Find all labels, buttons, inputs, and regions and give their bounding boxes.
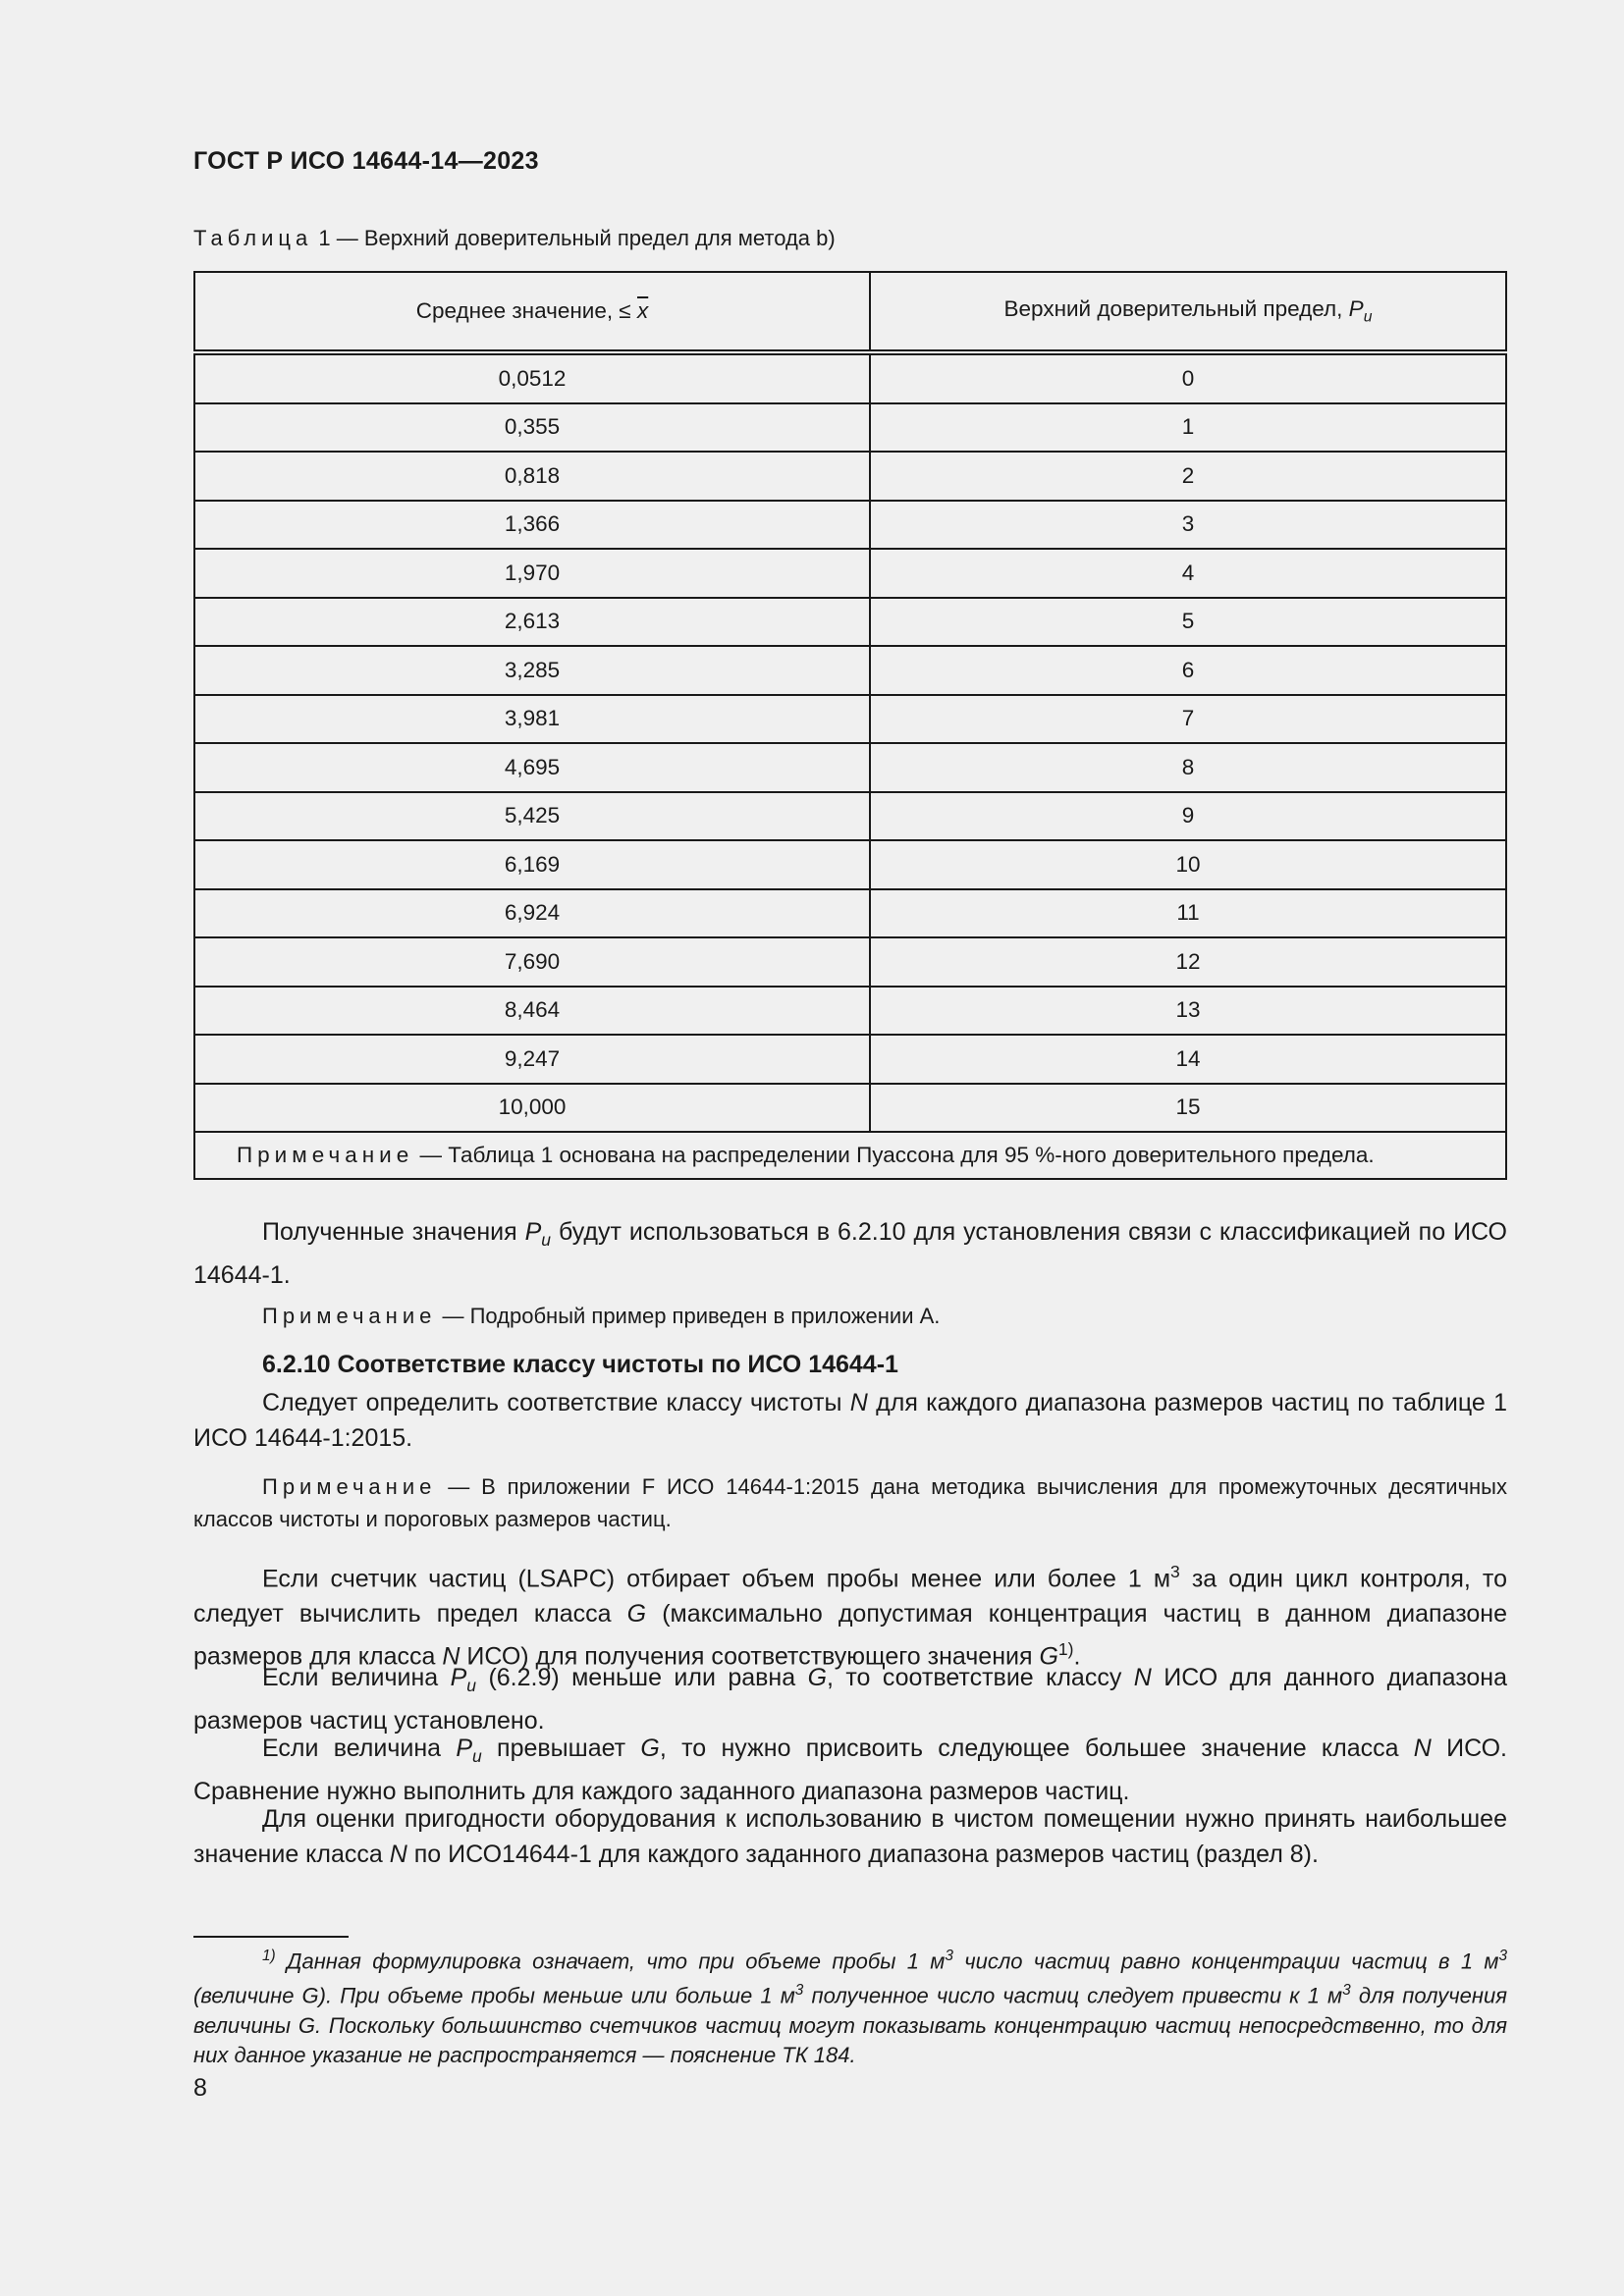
mean-value-cell: 2,613 bbox=[194, 598, 870, 647]
upper-limit-cell: 9 bbox=[870, 792, 1506, 841]
mean-value-cell: 8,464 bbox=[194, 987, 870, 1036]
note-text: — Подробный пример приведен в приложении А. bbox=[436, 1304, 941, 1328]
upper-limit-cell: 2 bbox=[870, 452, 1506, 501]
table-row bbox=[194, 792, 1506, 841]
table-row bbox=[194, 987, 1506, 1036]
table-row bbox=[194, 889, 1506, 938]
mean-value-cell: 3,981 bbox=[194, 695, 870, 744]
x-bar-symbol: $\overline{x}$ bbox=[636, 298, 649, 323]
mean-value-cell: 1,970 bbox=[194, 549, 870, 598]
text-span: Данная формулировка означает, что при объеме пробы 1 м bbox=[275, 1949, 946, 1974]
upper-limit-cell: 11 bbox=[870, 889, 1506, 938]
text-span: ИСО. Сравнение нужно выполнить для каждого заданного диапазона размеров частиц. bbox=[193, 1735, 1507, 1805]
upper-limit-cell: 5 bbox=[870, 598, 1506, 647]
note-example bbox=[193, 1300, 1507, 1332]
table-row bbox=[194, 501, 1506, 550]
g-symbol: G bbox=[807, 1664, 828, 1691]
paragraph-class-determination bbox=[193, 1385, 1507, 1456]
table-row bbox=[194, 352, 1506, 403]
upper-limit-cell: 6 bbox=[870, 646, 1506, 695]
upper-limit-cell: 1 bbox=[870, 403, 1506, 453]
note-label: Примечание bbox=[262, 1304, 437, 1328]
text-span: ИСО для данного диапазона размеров частиц установлено. bbox=[193, 1664, 1507, 1735]
upper-limit-cell: 10 bbox=[870, 840, 1506, 889]
text-span: (величине G). При объеме пробы меньше или больше 1 м bbox=[193, 1983, 795, 2008]
table-row bbox=[194, 937, 1506, 987]
table-row bbox=[194, 695, 1506, 744]
upper-limit-cell: 15 bbox=[870, 1084, 1506, 1133]
text-span: превышает bbox=[481, 1735, 641, 1762]
superscript: 3 bbox=[1498, 1948, 1507, 1964]
n-symbol: N bbox=[1133, 1664, 1152, 1691]
text-span: Если счетчик частиц (LSAPC) отбирает объем пробы менее или более 1 м bbox=[262, 1565, 1171, 1593]
table-row bbox=[194, 1035, 1506, 1084]
footnote bbox=[193, 1942, 1507, 2070]
pu-symbol: P bbox=[524, 1218, 542, 1246]
table-row bbox=[194, 598, 1506, 647]
g-symbol: G bbox=[626, 1600, 647, 1629]
table-note bbox=[194, 1132, 1506, 1179]
text-span: (максимально допустимая концентрация частиц в данном диапазоне размеров для класса bbox=[193, 1600, 1508, 1671]
table-caption bbox=[193, 226, 836, 251]
n-symbol: N bbox=[442, 1642, 460, 1671]
text-span: Если величина bbox=[262, 1735, 457, 1762]
footnote-divider bbox=[193, 1936, 349, 1938]
mean-value-cell: 7,690 bbox=[194, 937, 870, 987]
pu-subscript: u bbox=[541, 1230, 552, 1250]
text-span: , то соответствие классу bbox=[827, 1664, 1134, 1691]
col-header-mean-label: Среднее значение, ≤ bbox=[415, 298, 631, 323]
text-span: (6.2.9) меньше или равна bbox=[476, 1664, 808, 1691]
col-header-upper-limit bbox=[870, 272, 1506, 352]
footnote-mark: 1) bbox=[262, 1948, 276, 1964]
table-row bbox=[194, 452, 1506, 501]
text-span: полученное число частиц следует привести к 1 м bbox=[803, 1983, 1343, 2008]
mean-value-cell: 0,0512 bbox=[194, 352, 870, 403]
text-span: число частиц равно концентрации частиц в 1 м bbox=[952, 1949, 1499, 1974]
text-span: , то нужно присвоить следующее большее значение класса bbox=[659, 1735, 1414, 1762]
table-row bbox=[194, 1084, 1506, 1133]
table-note-label: Примечание bbox=[237, 1143, 414, 1167]
table-body bbox=[194, 352, 1506, 1132]
text-span: для получения величины G. Поскольку большинство счетчиков частиц могут показывать концентрацию частиц непосредственно, то для них данное указание не распространяется — пояснение ТК 184. bbox=[193, 1983, 1508, 2067]
pu-symbol: P bbox=[1348, 295, 1364, 321]
col-header-mean bbox=[194, 272, 870, 352]
mean-value-cell: 0,355 bbox=[194, 403, 870, 453]
paragraph-lsapc bbox=[193, 1554, 1507, 1675]
table-note-row bbox=[194, 1132, 1506, 1179]
upper-limit-cell: 14 bbox=[870, 1035, 1506, 1084]
g-symbol: G bbox=[1039, 1642, 1058, 1671]
table-row bbox=[194, 840, 1506, 889]
page-number: 8 bbox=[193, 2074, 207, 2102]
section-title: 6.2.10 Соответствие классу чистоты по ИСО 14644-1 bbox=[262, 1351, 898, 1378]
text-span: . bbox=[1073, 1642, 1081, 1671]
pu-subscript: u bbox=[1363, 308, 1373, 326]
pu-subscript: u bbox=[472, 1746, 482, 1766]
text-span: Следует определить соответствие классу чистоты bbox=[262, 1389, 850, 1416]
text-span: Полученные значения bbox=[262, 1218, 525, 1246]
col-header-upper-limit-label: Верхний доверительный предел, bbox=[1003, 295, 1343, 321]
text-span: будут использоваться в 6.2.10 для установления связи с классификацией по ИСО 14644-1. bbox=[193, 1218, 1507, 1289]
superscript: 3 bbox=[1170, 1562, 1180, 1581]
text-span: Для оценки пригодности оборудования к использованию в чистом помещении нужно принять наибольшее значение класса bbox=[193, 1805, 1507, 1868]
table-header-row bbox=[194, 272, 1506, 352]
footnote-ref: 1) bbox=[1057, 1639, 1074, 1660]
text-span: ИСО) для получения соответствующего значения bbox=[460, 1642, 1040, 1671]
upper-limit-cell: 12 bbox=[870, 937, 1506, 987]
mean-value-cell: 1,366 bbox=[194, 501, 870, 550]
upper-limit-cell: 4 bbox=[870, 549, 1506, 598]
superscript: 3 bbox=[794, 1982, 804, 2000]
table-caption-text: 1 — Верхний доверительный предел для метода b) bbox=[318, 226, 836, 250]
note-label: Примечание bbox=[262, 1474, 437, 1499]
paragraph-pu-le-g bbox=[193, 1660, 1507, 1738]
table-row bbox=[194, 403, 1506, 453]
g-symbol: G bbox=[640, 1735, 660, 1762]
upper-limit-cell: 0 bbox=[870, 352, 1506, 403]
paragraph-suitability bbox=[193, 1801, 1507, 1872]
standard-header: ГОСТ Р ИСО 14644-14—2023 bbox=[193, 147, 539, 175]
mean-value-cell: 6,169 bbox=[194, 840, 870, 889]
paragraph-pu-gt-g bbox=[193, 1731, 1507, 1809]
superscript: 3 bbox=[945, 1948, 953, 1964]
pu-subscript: u bbox=[466, 1676, 477, 1695]
confidence-limit-table bbox=[193, 271, 1507, 1180]
pu-symbol: P bbox=[450, 1664, 467, 1691]
text-span: для каждого диапазона размеров частиц по таблице 1 ИСО 14644-1:2015. bbox=[193, 1389, 1507, 1452]
table-row bbox=[194, 743, 1506, 792]
mean-value-cell: 10,000 bbox=[194, 1084, 870, 1133]
mean-value-cell: 3,285 bbox=[194, 646, 870, 695]
mean-value-cell: 4,695 bbox=[194, 743, 870, 792]
mean-value-cell: 0,818 bbox=[194, 452, 870, 501]
note-text: — В приложении F ИСО 14644-1:2015 дана методика вычисления для промежуточных десятичных классов чистоты и пороговых размеров частиц. bbox=[193, 1474, 1507, 1531]
pu-symbol: P bbox=[456, 1735, 473, 1762]
upper-limit-cell: 8 bbox=[870, 743, 1506, 792]
text-span: за один цикл контроля, то следует вычислить предел класса bbox=[193, 1565, 1507, 1629]
n-symbol: N bbox=[1413, 1735, 1432, 1762]
superscript: 3 bbox=[1342, 1982, 1351, 2000]
mean-value-cell: 9,247 bbox=[194, 1035, 870, 1084]
text-span: Если величина bbox=[262, 1664, 451, 1691]
n-symbol: N bbox=[849, 1389, 868, 1416]
table-caption-label: Таблица bbox=[193, 226, 313, 250]
upper-limit-cell: 3 bbox=[870, 501, 1506, 550]
table-note-text: — Таблица 1 основана на распределении Пуассона для 95 %-ного доверительного предела. bbox=[413, 1143, 1375, 1167]
table-row bbox=[194, 646, 1506, 695]
mean-value-cell: 6,924 bbox=[194, 889, 870, 938]
upper-limit-cell: 7 bbox=[870, 695, 1506, 744]
table-row bbox=[194, 549, 1506, 598]
note-annex-f bbox=[193, 1470, 1507, 1535]
text-span: по ИСО14644-1 для каждого заданного диапазона размеров частиц (раздел 8). bbox=[406, 1841, 1319, 1868]
mean-value-cell: 5,425 bbox=[194, 792, 870, 841]
n-symbol: N bbox=[389, 1841, 407, 1868]
upper-limit-cell: 13 bbox=[870, 987, 1506, 1036]
paragraph-pu-usage bbox=[193, 1214, 1507, 1293]
